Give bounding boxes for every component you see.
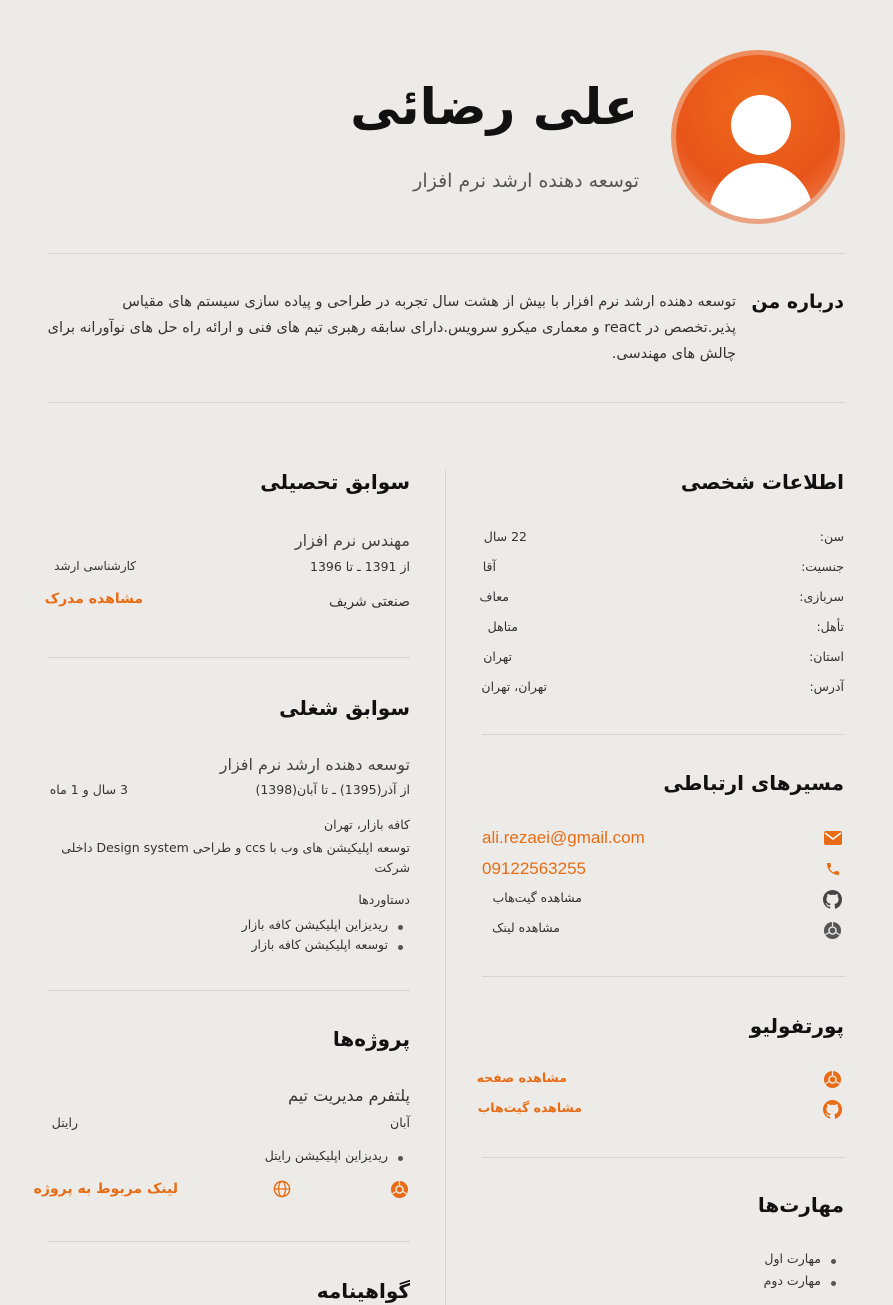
divider: [482, 976, 845, 977]
contact-heading: مسیرهای ارتباطی: [663, 771, 844, 795]
work-description: شرکت: [374, 860, 410, 875]
email-link[interactable]: ali.rezaei@gmail.com: [482, 828, 645, 847]
divider: [48, 990, 410, 991]
skill-item: مهارت اول: [764, 1251, 821, 1266]
gender-label: جنسیت:: [801, 559, 844, 574]
bullet: [398, 945, 403, 950]
job-title: توسعه دهنده ارشد نرم افزار: [413, 170, 639, 192]
project-name: پلتفرم مدیریت تیم: [288, 1086, 410, 1105]
education-years: از 1391 ـ تا 1396: [310, 559, 410, 574]
person-name: علی رضائی: [350, 78, 638, 136]
gender-value: آقا: [482, 559, 496, 574]
column-divider: [445, 470, 446, 1305]
certificates-heading: گواهینامه: [316, 1279, 410, 1303]
github-icon: [822, 1099, 842, 1119]
github-icon: [822, 889, 842, 909]
divider: [48, 402, 845, 403]
work-job-title: توسعه دهنده ارشد نرم افزار: [219, 755, 410, 774]
website-link[interactable]: مشاهده لینک: [492, 920, 560, 935]
portfolio-heading: پورتفولیو: [749, 1014, 844, 1038]
address-value: تهران، تهران: [481, 679, 547, 694]
project-date: آبان: [390, 1115, 410, 1130]
divider: [482, 1157, 845, 1158]
achievement-item: ریدیزاین اپلیکیشن کافه بازار: [241, 917, 388, 932]
certificate-link[interactable]: مشاهده مدرک: [44, 591, 143, 607]
skills-heading: مهارت‌ها: [757, 1193, 844, 1217]
work-description: توسعه اپلیکیشن های وب با ccs و طراحی Design system داخلی: [61, 840, 410, 855]
portfolio-page-link[interactable]: مشاهده صفحه: [476, 1070, 567, 1085]
military-value: معاف: [479, 589, 509, 604]
project-item: ریدیزاین اپلیکیشن رایتل: [264, 1148, 388, 1163]
globe-icon: [272, 1179, 292, 1199]
avatar: [671, 50, 845, 224]
age-value: 22 سال: [483, 529, 527, 544]
divider: [48, 1241, 410, 1242]
bullet: [398, 925, 403, 930]
address-label: آدرس:: [809, 679, 844, 694]
bullet: [831, 1259, 836, 1264]
achievement-item: توسعه اپلیکیشن کافه بازار: [251, 937, 388, 952]
work-company: کافه بازار، تهران: [323, 817, 410, 832]
age-label: سن:: [819, 529, 844, 544]
province-value: تهران: [483, 649, 512, 664]
divider: [48, 253, 845, 254]
phone-icon: [823, 859, 843, 879]
chrome-icon: [389, 1179, 409, 1199]
military-label: سربازی:: [799, 589, 844, 604]
university: صنعتی شریف: [328, 594, 410, 610]
bullet: [831, 1281, 836, 1286]
portfolio-github-link[interactable]: مشاهده گیت‌هاب: [477, 1100, 582, 1115]
divider: [48, 657, 410, 658]
about-heading: درباره من: [751, 291, 844, 313]
projects-heading: پروژه‌ها: [332, 1027, 410, 1051]
achievements-heading: دستاوردها: [358, 892, 410, 907]
marital-value: متاهل: [487, 619, 518, 634]
bullet: [398, 1156, 403, 1161]
chrome-icon: [822, 1069, 842, 1089]
personal-info-heading: اطلاعات شخصی: [680, 470, 844, 494]
marital-label: تأهل:: [816, 619, 844, 634]
phone-link[interactable]: 09122563255: [482, 859, 587, 878]
degree-title: مهندس نرم افزار: [294, 531, 410, 550]
github-link[interactable]: مشاهده گیت‌هاب: [492, 890, 582, 905]
education-heading: سوابق تحصیلی: [260, 470, 410, 494]
email-icon: [823, 828, 843, 848]
project-company: رایتل: [51, 1115, 78, 1130]
about-text: توسعه دهنده ارشد نرم افزار با بیش از هشت سال تجربه در طراحی و پیاده سازی سیستم های مقیاس پذیر.تخصص در react و معماری میکرو سرویس.دارای سابقه رهبری تیم های فنی و ارائه راه حل های نوآورانه برای چالش های مهندسی.: [47, 294, 736, 362]
work-heading: سوابق شغلی: [279, 696, 410, 720]
degree-level: کارشناسی ارشد: [54, 559, 136, 573]
project-link[interactable]: لینک مربوط به پروژه: [33, 1181, 178, 1197]
province-label: استان:: [809, 649, 844, 664]
work-period: از آذر(1395) ـ تا آبان(1398): [255, 782, 410, 797]
chrome-icon: [822, 920, 842, 940]
skill-item: مهارت دوم: [763, 1273, 821, 1288]
divider: [482, 734, 845, 735]
work-duration: 3 سال و 1 ماه: [49, 782, 128, 797]
